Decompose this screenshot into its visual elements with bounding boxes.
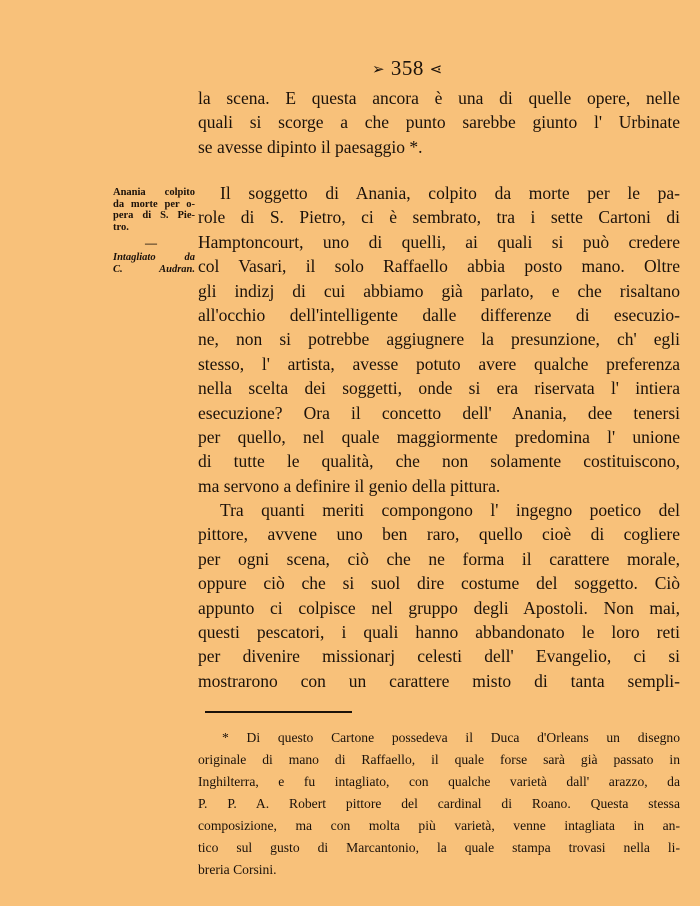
footnote-line: tico sul gusto di Marcantonio, la quale stampa trovasi nella li- [198, 840, 680, 855]
footnote-divider [205, 711, 352, 713]
left-ornament-icon: ➢ [372, 62, 386, 78]
page-number-header [372, 56, 443, 81]
footnote-line: Inghilterra, e fu intagliato, con qualche varietà dall' arazzo, da [198, 774, 680, 789]
margin-note-line: da morte per o- [113, 198, 195, 210]
footnote-line: originale di mano di Raffaello, il quale forse sarà già passato in [198, 752, 680, 767]
text-line: di tutte le qualità, che non solamente costituiscono, [198, 451, 680, 472]
text-line: Hamptoncourt, uno di quelli, ai quali si può credere [198, 231, 680, 252]
footnote-line: P. P. A. Robert pittore del cardinal di Roano. Questa stessa [198, 796, 680, 811]
text-line: nella scelta dei soggetti, onde si era riservata l' intiera [198, 378, 680, 399]
text-line: mostrarono con un carattere misto di tanta sempli- [198, 670, 680, 691]
margin-note-line: Anania colpito [113, 187, 195, 198]
text-line: per quello, nel quale maggiormente predomina l' unione [198, 426, 680, 447]
text-line: ne, non si potrebbe aggiugnere la presunzione, ch' egli [198, 329, 680, 350]
text-line: questi pescatori, i quali hanno abbandonato le loro reti [198, 622, 680, 643]
footnote-line: * Di questo Cartone possedeva il Duca d'Orleans un disegno [222, 730, 680, 745]
margin-note-engraver [113, 252, 195, 275]
footnote-line: breria Corsini. [198, 862, 277, 877]
paragraph-continuation [198, 86, 680, 159]
text-line: ma servono a definire il genio della pittura. [198, 475, 501, 496]
text-line: per divenire missionarj celesti dell' Evangelio, ci si [198, 646, 680, 667]
main-body-text [198, 181, 680, 693]
text-line: per ogni scena, ciò che ne forma il carattere morale, [198, 548, 680, 569]
right-ornament-icon: ⋖ [429, 62, 443, 78]
margin-note-line: pera di S. Pie- [113, 210, 195, 222]
text-line: pittore, avvene uno ben raro, quello cioè di cogliere [198, 524, 680, 545]
margin-note-line: tro. [113, 221, 129, 233]
margin-note-line: C. Audran. [113, 263, 195, 275]
text-line: oppure ciò che si suol dire costume del soggetto. Ciò [198, 573, 680, 594]
text-line: appunto ci colpisce nel gruppo degli Apostoli. Non mai, [198, 597, 680, 618]
text-line: esecuzione? Ora il concetto dell' Anania, dee tenersi [198, 402, 680, 423]
footnote [198, 727, 680, 881]
text-line: gli indizj di cui abbiamo già parlato, e che risaltano [198, 280, 680, 301]
text-line: col Vasari, il solo Raffaello abbia posto mano. Oltre [198, 256, 680, 277]
text-line: la scena. E questa ancora è una di quelle opere, nelle [198, 88, 680, 108]
text-line: Tra quanti meriti compongono l' ingegno poetico del [220, 500, 680, 521]
text-line: all'occhio dell'intelligente dalle differenze di esecuzio- [198, 304, 680, 325]
margin-note-line: Intagliato da [113, 252, 195, 263]
text-line: Il soggetto di Anania, colpito da morte per le pa- [220, 183, 680, 203]
margin-note-dash: — [145, 236, 157, 250]
text-line: se avesse dipinto il paesaggio *. [198, 136, 423, 157]
text-line: stesso, l' artista, avesse potuto avere qualche preferenza [198, 353, 680, 374]
text-line: quali si scorge a che punto sarebbe giunto l' Urbinate [198, 112, 680, 133]
page-number: 358 [390, 56, 424, 80]
margin-note-anania [113, 187, 195, 233]
text-line: role di S. Pietro, ci è sembrato, tra i sette Cartoni di [198, 207, 680, 228]
footnote-line: composizione, ma con molta più varietà, venne intagliata in an- [198, 818, 680, 833]
